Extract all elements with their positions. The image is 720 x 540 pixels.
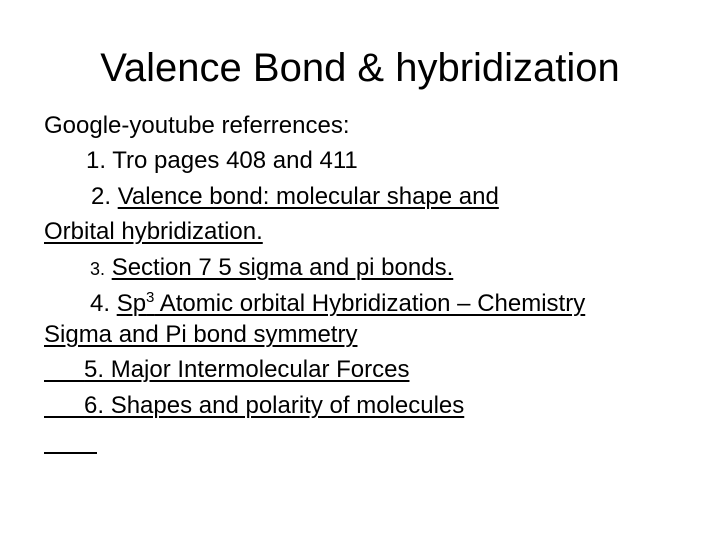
reference-link-intermolecular-lead <box>44 356 84 383</box>
blank-underline <box>44 452 97 454</box>
reference-link-intermolecular[interactable]: 5. Major Intermolecular Forces <box>84 356 410 383</box>
reference-item-2 <box>91 180 499 214</box>
reference-item-5 <box>44 353 409 387</box>
reference-item-4-number: 4. <box>90 290 111 317</box>
reference-item-6 <box>44 389 464 423</box>
reference-item-2-continued <box>44 215 263 249</box>
intro-line: Google-youtube referrences: <box>44 112 350 139</box>
reference-item-4 <box>90 287 585 321</box>
reference-link-symmetry[interactable]: Sigma and Pi bond symmetry <box>44 321 358 348</box>
slide-title: Valence Bond & hybridization <box>100 46 620 90</box>
reference-link-valence-bond-continued[interactable]: Orbital hybridization. <box>44 218 263 245</box>
sp-superscript: 3 <box>146 289 155 306</box>
sp-label: Sp <box>116 290 147 317</box>
reference-link-polarity[interactable]: 6. Shapes and polarity of molecules <box>84 392 465 419</box>
reference-link-hybridization-text: Atomic orbital Hybridization – Chemistry <box>154 290 586 317</box>
reference-item-4-continued <box>44 318 357 352</box>
reference-item-3-number: 3. <box>90 259 106 279</box>
reference-link-polarity-lead <box>44 392 84 419</box>
reference-item-3 <box>90 251 453 286</box>
reference-item-2-number: 2. <box>91 183 112 210</box>
reference-link-valence-bond[interactable]: Valence bond: molecular shape and <box>117 183 499 210</box>
reference-link-sigma-pi[interactable]: Section 7 5 sigma and pi bonds. <box>111 254 454 281</box>
reference-link-hybridization[interactable] <box>117 290 586 317</box>
reference-item-1: 1. Tro pages 408 and 411 <box>86 147 358 174</box>
